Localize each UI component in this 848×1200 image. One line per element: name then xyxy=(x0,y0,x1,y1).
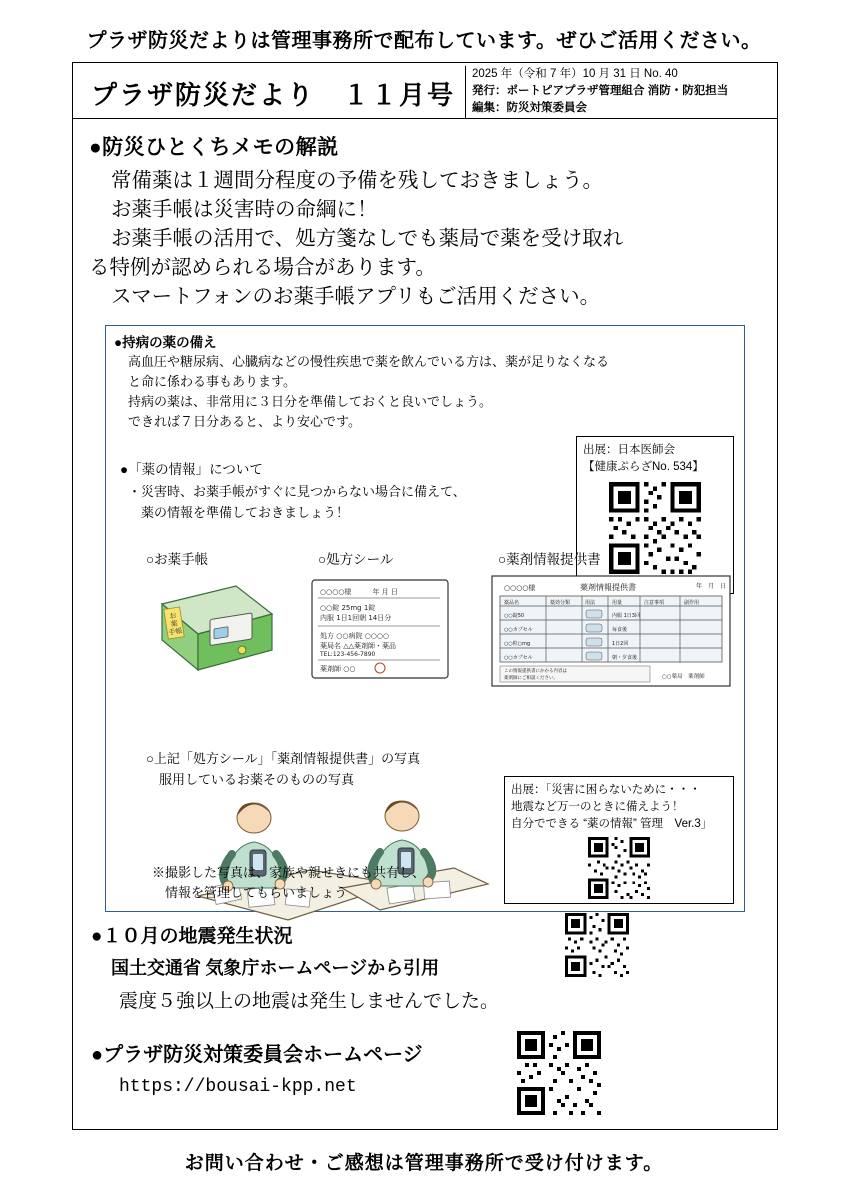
qr-code-icon-homepage[interactable] xyxy=(517,1031,601,1115)
bluebox-note-2 xyxy=(152,863,425,903)
svg-text:薬: 薬 xyxy=(170,619,179,629)
svg-text:薬効分類: 薬効分類 xyxy=(550,600,571,606)
bluebox-para1-line4: できれば７日分あると、より安心です。 xyxy=(128,414,361,429)
svg-text:TEL:123-456-7890: TEL:123-456-7890 xyxy=(320,651,376,658)
note1-line2: 服用しているお薬そのものの写真 xyxy=(146,772,355,787)
qr-code-icon-source2[interactable] xyxy=(588,837,650,899)
svg-text:用量: 用量 xyxy=(612,600,623,606)
source2-line3: 自分でできる “薬の情報” 管理 Ver.3」 xyxy=(511,818,713,830)
svg-text:○○薬局 薬剤師: ○○薬局 薬剤師 xyxy=(662,674,705,680)
medicine-book-illustration xyxy=(144,574,284,686)
info-blue-box xyxy=(105,325,745,912)
bluebox-para2-line2: 薬の情報を準備しておきましょう！ xyxy=(128,505,350,520)
svg-text:薬剤師にご相談ください。: 薬剤師にご相談ください。 xyxy=(504,676,558,681)
svg-text:お: お xyxy=(168,611,177,621)
svg-text:○○錠 25mg 1錠: ○○錠 25mg 1錠 xyxy=(320,604,376,612)
homepage-url[interactable]: https://bousai-kpp.net xyxy=(119,1077,357,1097)
svg-text:○○○○様 年 月 日: ○○○○様 年 月 日 xyxy=(320,588,398,596)
qr-code-icon-jma[interactable] xyxy=(565,913,629,977)
newsletter-frame xyxy=(72,62,778,1130)
bottom-banner-text: お問い合わせ・ご感想は管理事務所で受け付けます。 xyxy=(184,1153,664,1174)
source1-line2: 【健康ぷらざNo. 534】 xyxy=(583,461,704,473)
drug-info-sheet-illustration xyxy=(490,572,734,690)
svg-text:年 月 日: 年 月 日 xyxy=(696,583,727,590)
top-banner-text: プラザ防災だよりは管理事務所で配布しています。ぜひご活用ください。 xyxy=(86,30,762,52)
bluebox-para1-line1: 高血圧や糖尿病、心臓病などの慢性疾患で薬を飲んでいる方は、薬が足りなくなる xyxy=(128,354,610,369)
svg-text:内服 1日1回朝 14日分: 内服 1日1回朝 14日分 xyxy=(320,614,392,622)
memo-line-3: お薬手帳の活用で、処方箋なしでも薬局で薬を受け取れ xyxy=(111,228,624,250)
svg-text:薬局名 △△薬剤師・薬品: 薬局名 △△薬剤師・薬品 xyxy=(320,642,396,650)
source1-line1: 出展：日本医師会 xyxy=(583,444,675,456)
earthquake-heading: ●１０月の地震発生状況 xyxy=(91,926,293,947)
masthead-publisher: 発行：ポートピアプラザ管理組合 消防・防犯担当 xyxy=(472,85,729,97)
col-label-medicine-book: ○お薬手帳 xyxy=(146,552,209,567)
masthead xyxy=(73,63,777,119)
earthquake-source: 国土交通省 気象庁ホームページから引用 xyxy=(111,958,440,978)
note2-line1: ※撮影した写真は、家族や親せきにも共有し、 xyxy=(152,865,426,880)
people-photographing-illustration xyxy=(192,792,492,932)
svg-text:手帳: 手帳 xyxy=(167,626,183,637)
svg-text:朝・夕食後: 朝・夕食後 xyxy=(612,655,638,661)
svg-text:1日2回: 1日2回 xyxy=(612,641,629,647)
svg-text:処方 ○○病院 ○○○○: 処方 ○○病院 ○○○○ xyxy=(320,632,390,640)
memo-section xyxy=(89,131,769,312)
bluebox-title-1: ●持病の薬の備え xyxy=(114,335,217,350)
qr-code-icon-source1[interactable] xyxy=(609,482,701,574)
bluebox-para-2 xyxy=(128,481,598,523)
bluebox-para2-line1: ・災害時、お薬手帳がすぐに見つからない場合に備えて、 xyxy=(128,484,466,499)
memo-heading: ●防災ひとくちメモの解説 xyxy=(89,135,339,159)
source-box-2 xyxy=(504,776,734,904)
svg-text:○○○○様: ○○○○様 xyxy=(504,584,536,592)
masthead-editor: 編集：防災対策委員会 xyxy=(472,102,587,114)
memo-line-2: お薬手帳は災害時の命綱に！ xyxy=(111,199,378,221)
svg-text:薬剤情報提供書: 薬剤情報提供書 xyxy=(580,583,636,592)
svg-text:○○カプセル: ○○カプセル xyxy=(504,627,533,633)
note1-line1: ○上記「処方シール」「薬剤情報提供書」の写真 xyxy=(146,751,421,766)
note2-line2: 情報を管理してもらいましょう xyxy=(152,885,348,900)
bluebox-para1-line3: 持病の薬は、非常用に３日分を準備しておくと良いでしょう。 xyxy=(128,394,493,409)
svg-text:用法: 用法 xyxy=(585,600,596,606)
source2-line1: 出展：「災害に困らないために・・・ xyxy=(511,784,701,796)
earthquake-status: 震度５強以上の地震は発生しませんでした。 xyxy=(119,991,500,1012)
memo-line-5: スマートフォンのお薬手帳アプリもご活用ください。 xyxy=(111,286,601,308)
bluebox-note-1 xyxy=(146,748,420,790)
bluebox-para1-line2: と命に係わる事もあります。 xyxy=(128,374,296,389)
memo-line-1: 常備薬は１週間分程度の予備を残しておきましょう。 xyxy=(111,170,603,192)
prescription-sticker-illustration xyxy=(310,574,455,686)
memo-body xyxy=(89,167,769,312)
masthead-meta xyxy=(465,66,775,119)
svg-text:○○粒○mg: ○○粒○mg xyxy=(504,641,531,647)
bluebox-title-2: ●「薬の情報」について xyxy=(120,462,263,477)
bluebox-para-1 xyxy=(128,352,728,432)
masthead-title: プラザ防災だより １１月号 xyxy=(91,81,456,110)
masthead-date: 2025 年（令和 7 年）10 月 31 日 No. 40 xyxy=(472,68,678,80)
svg-text:○○錠50: ○○錠50 xyxy=(504,613,525,619)
svg-text:毎食後: 毎食後 xyxy=(612,627,628,633)
svg-text:内服 1日3回: 内服 1日3回 xyxy=(612,613,640,619)
svg-text:薬剤師 ○○: 薬剤師 ○○ xyxy=(320,665,356,673)
svg-text:この情報提供書にかかる内容は: この情報提供書にかかる内容は xyxy=(504,669,567,674)
svg-text:注意事項: 注意事項 xyxy=(644,600,665,606)
source2-line2: 地震など万一のときに備えよう！ xyxy=(511,801,684,813)
svg-text:薬品名: 薬品名 xyxy=(504,600,520,606)
col-label-prescription-sticker: ○処方シール xyxy=(318,552,394,567)
col-label-drug-info-sheet: ○薬剤情報提供書 xyxy=(498,552,601,567)
earthquake-section xyxy=(91,921,751,1013)
homepage-section xyxy=(91,1038,751,1097)
homepage-heading: ●プラザ防災対策委員会ホームページ xyxy=(91,1044,423,1066)
memo-line-4: る特例が認められる場合があります。 xyxy=(89,257,436,279)
svg-text:○○カプセル: ○○カプセル xyxy=(504,655,533,661)
source-box-1 xyxy=(576,436,734,594)
svg-text:副作用: 副作用 xyxy=(684,600,700,606)
